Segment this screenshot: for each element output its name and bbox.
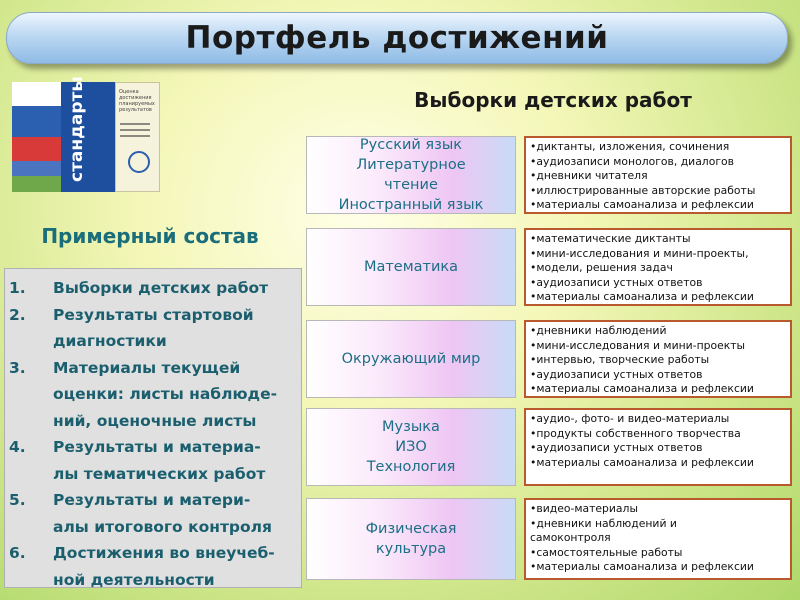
seal-icon (128, 151, 150, 173)
composition-item (9, 487, 295, 514)
subject-label-line: Окружающий мир (341, 351, 481, 367)
composition-item-text: диагностики (53, 332, 167, 350)
composition-item (9, 355, 295, 382)
materials-item: •аудиозаписи устных ответов (530, 441, 703, 455)
materials-item: •мини-исследования и мини-проекты, (530, 246, 749, 260)
composition-item-number: 5. (9, 491, 26, 509)
materials-item: •материалы самоанализа и рефлексии (530, 198, 754, 212)
composition-item-text: Материалы текущей (53, 358, 241, 377)
subject-label-line: Литературное (356, 157, 466, 173)
composition-item (9, 567, 295, 594)
book-spine-text: стандарты (66, 76, 87, 182)
composition-item (9, 461, 295, 488)
book-spine (61, 76, 115, 192)
materials-item: •модели, решения задач (530, 261, 673, 275)
subject-label-line: Иностранный язык (338, 197, 484, 213)
composition-item-number (9, 514, 53, 541)
materials-item: •дневники наблюдений (530, 324, 667, 337)
materials-item: •материалы самоанализа и рефлексии (530, 455, 754, 469)
composition-item-text: оценки: листы наблюде- (53, 385, 278, 403)
subject-label-line: Физическая (365, 521, 457, 537)
materials-item: •аудиозаписи устных ответов (530, 367, 703, 381)
composition-item-text: ний, оценочные листы (53, 411, 257, 430)
subject-materials (524, 136, 792, 214)
composition-item-text: алы итогового контроля (53, 517, 272, 536)
composition-item-number (9, 461, 53, 488)
materials-item: •математические диктанты (530, 232, 691, 245)
materials-item: самоконтроля (530, 531, 611, 545)
composition-item (9, 275, 295, 302)
composition-item-number (9, 381, 53, 408)
composition-item (9, 514, 295, 541)
composition-item-text: Результаты и материа- (53, 438, 261, 456)
subject-label-line: Технология (366, 459, 456, 475)
composition-item-number (9, 567, 53, 594)
composition-item (9, 381, 295, 408)
composition-item-number: 6. (9, 544, 26, 562)
subject-materials (524, 498, 792, 580)
composition-item (9, 302, 295, 329)
composition-item-number (9, 408, 53, 435)
subject-label (306, 228, 516, 306)
materials-item: •самостоятельные работы (530, 545, 683, 559)
composition-item (9, 408, 295, 435)
materials-item: •материалы самоанализа и рефлексии (530, 560, 754, 574)
composition-item (9, 540, 295, 567)
materials-item: •материалы самоанализа и рефлексии (530, 290, 754, 304)
composition-item (9, 328, 295, 355)
title-banner (6, 12, 788, 64)
composition-item-text: Достижения во внеучеб- (53, 544, 275, 562)
materials-item: •дневники наблюдений и (530, 516, 677, 530)
book-cover-image (12, 76, 160, 192)
composition-item-number (9, 328, 53, 355)
materials-item: •материалы самоанализа и рефлексии (530, 382, 754, 396)
page-title: Портфель достижений (185, 20, 609, 56)
subject-label (306, 498, 516, 580)
composition-item-number: 1. (9, 279, 26, 297)
composition-item-text: Выборки детских работ (53, 279, 269, 297)
composition-item-text: Результаты и матери- (53, 491, 251, 509)
materials-item: •продукты собственного творчества (530, 426, 741, 440)
materials-item: •мини-исследования и мини-проекты (530, 338, 746, 352)
composition-list (9, 275, 295, 593)
composition-item-number: 2. (9, 305, 26, 324)
composition-item (9, 434, 295, 461)
materials-item: •диктанты, изложения, сочинения (530, 140, 730, 153)
materials-item: •аудиозаписи монологов, диалогов (530, 154, 734, 168)
subject-materials (524, 228, 792, 306)
composition-heading: Примерный состав (41, 224, 259, 248)
book-cover-text: Оценка достижения планируемых результатов (118, 89, 155, 113)
subject-label-line: ИЗО (395, 439, 427, 455)
subject-label-line: Музыка (382, 419, 440, 435)
subject-label-line: чтение (384, 177, 438, 193)
subject-label (306, 408, 516, 486)
samples-heading: Выборки детских работ (414, 88, 692, 112)
materials-item: •аудио-, фото- и видео-материалы (530, 412, 730, 425)
composition-panel (4, 268, 302, 588)
subject-materials (524, 320, 792, 398)
subject-materials (524, 408, 792, 486)
materials-item: •видео-материалы (530, 502, 638, 515)
book-flag-stripes (12, 82, 61, 192)
subject-label-line: культура (375, 541, 447, 557)
composition-item-number: 4. (9, 438, 26, 456)
book-page (115, 82, 160, 192)
materials-item: •аудиозаписи устных ответов (530, 275, 703, 289)
composition-item-text: Результаты стартовой (53, 305, 254, 324)
subject-label (306, 320, 516, 398)
materials-item: •иллюстрированные авторские работы (530, 183, 756, 197)
composition-item-number: 3. (9, 358, 26, 377)
subject-label-line: Математика (363, 259, 459, 275)
materials-item: •интервью, творческие работы (530, 353, 710, 367)
composition-item-text: лы тематических работ (53, 464, 266, 483)
subject-label-line: Русский язык (359, 137, 463, 153)
composition-item-text: ной деятельности (53, 570, 215, 589)
materials-item: •дневники читателя (530, 169, 648, 183)
subject-label (306, 136, 516, 214)
